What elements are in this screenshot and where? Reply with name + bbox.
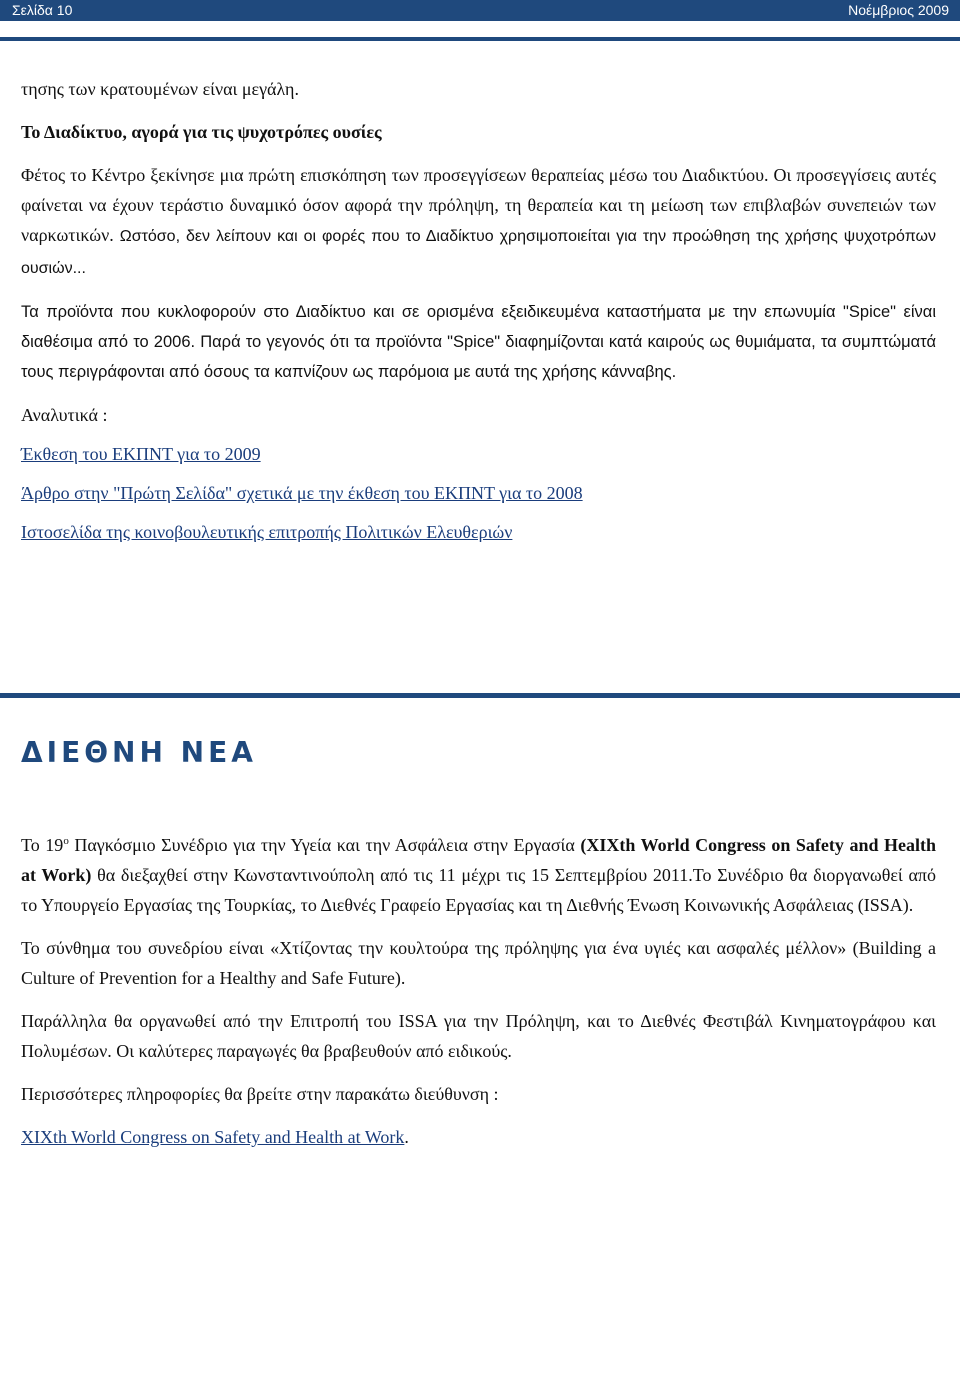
link-article-2008[interactable]: Άρθρο στην "Πρώτη Σελίδα" σχετικά με την έκθεση του ΕΚΠΝΤ για το 2008 xyxy=(21,483,583,503)
congress-title-english: (XIXth World Congress on Safety and Health at Work) xyxy=(21,835,937,885)
paragraph-internet xyxy=(21,160,936,284)
paragraph-congress xyxy=(21,830,936,920)
article-heading xyxy=(21,117,936,147)
paragraph-internet-serif: Φέτος το Κέντρο ξεκίνησε μια πρώτη επισκόπηση των προσεγγίσεων θεραπείας μέσω του Διαδικτύου. Οι προσεγγίσεις αυτές φαίνεται να έχουν τεράστιο δυναμικό όσον αφορά την πρόληψη, τη θεραπεία και τη μείωση των επιβλαβών συνεπειών των ναρκωτικών. xyxy=(21,165,936,245)
details-label: Αναλυτικά : xyxy=(21,405,108,425)
top-divider xyxy=(0,37,960,41)
ordinal-sup: ο xyxy=(63,835,69,847)
paragraph-more-info: Περισσότερες πληροφορίες θα βρείτε στην παρακάτω διεύθυνση : xyxy=(21,1084,499,1104)
issue-date: Νοέμβριος 2009 xyxy=(848,2,949,18)
paragraph-internet-sans: Ωστόσο, δεν λείπουν και οι φορές που το Διαδίκτυο χρησιμοποιείται για την προώθηση της χρήσης ψυχοτρόπων ουσιών... xyxy=(21,228,936,277)
page-header xyxy=(0,0,960,21)
link-period: . xyxy=(404,1127,409,1147)
paragraph-spice: Τα προϊόντα που κυκλοφορούν στο Διαδίκτυο και σε ορισμένα εξειδικευμένα καταστήματα με την επωνυμία "Spice" είναι διαθέσιμα από το 2006. Παρά το γεγονός ότι τα προϊόντα "Spice" διαφημίζονται κατά καιρούς ως θυμιάματα, τα συμπτώματά τους περιγράφονται από όσους τα καπνίζουν ως παρόμοια με αυτά της χρήσης κάνναβης. xyxy=(21,303,936,381)
paragraph-festival: Παράλληλα θα οργανωθεί από την Επιτροπή του ISSA για την Πρόληψη, και το Διεθνές Φεστιβάλ Κινηματογράφου και Πολυμέσων. Οι καλύτερες παραγωγές θα βραβευθούν από ειδικούς. xyxy=(21,1011,936,1061)
link-committee-site[interactable]: Ιστοσελίδα της κοινοβουλευτικής επιτροπής Πολιτικών Ελευθεριών xyxy=(21,522,513,542)
link-congress[interactable]: XIXth World Congress on Safety and Health at Work xyxy=(21,1127,405,1147)
paragraph-motto: Το σύνθημα του συνεδρίου είναι «Χτίζοντας την κουλτούρα της πρόληψης για ένα υγιές και ασφαλές μέλλον» (Building a Culture of Prevention for a Healthy and Safe Future). xyxy=(21,938,936,988)
congress-details: θα διεξαχθεί στην Κωνσταντινούπολη από τις 11 μέχρι τις 15 Σεπτεμβρίου 2011.Το Συνέδριο θα διοργανωθεί από το Υπουργείο Εργασίας της Τουρκίας, το Διεθνές Γραφείο Εργασίας και τη Διεθνής Ένωση Κοινωνικής Ασφάλειας (ISSA). xyxy=(21,865,936,915)
congress-title-greek: Παγκόσμιο Συνέδριο για την Υγεία και την Ασφάλεια στην Εργασία xyxy=(68,835,581,855)
congress-intro: Το 19 xyxy=(21,835,64,855)
article-drugs-internet xyxy=(21,74,936,547)
paragraph-continued: τησης των κρατουμένων είναι μεγάλη. xyxy=(21,79,299,99)
link-report-2009[interactable]: Έκθεση του ΕΚΠΝΤ για το 2009 xyxy=(21,444,261,464)
section-divider xyxy=(0,693,960,698)
page-number: Σελίδα 10 xyxy=(12,2,73,18)
article-heading-text: Το Διαδίκτυο, αγορά για τις ψυχοτρόπες ουσίες xyxy=(21,122,382,142)
article-congress xyxy=(21,830,936,1152)
section-title: ΔΙΕΘΝΗ ΝΕΑ xyxy=(21,736,257,769)
